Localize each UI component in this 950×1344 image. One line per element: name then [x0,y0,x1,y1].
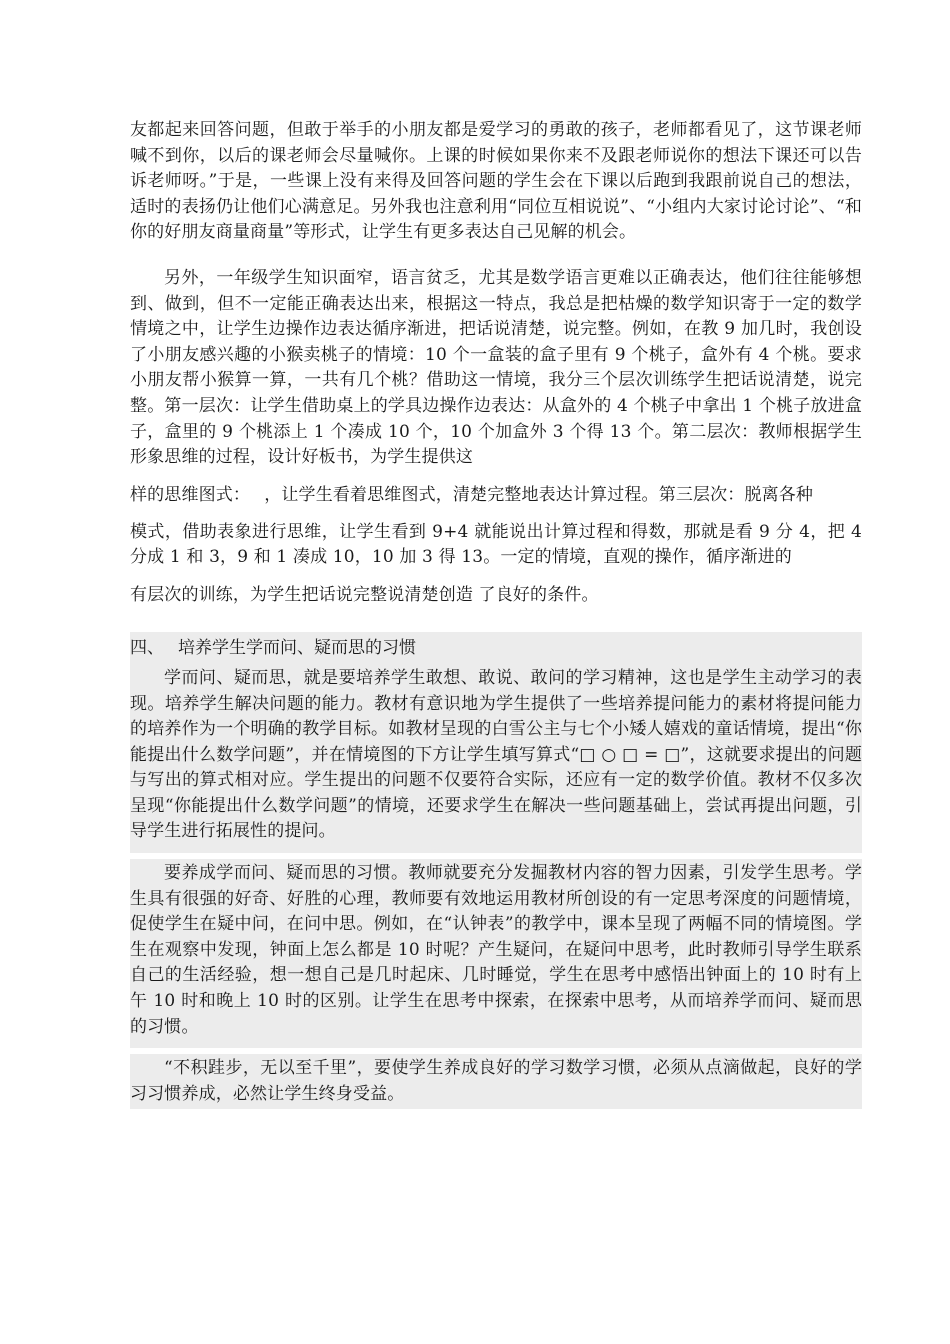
document-page [130,118,862,1109]
paragraph-1: 友都起来回答问题，但敢于举手的小朋友都是爱学习的勇敢的孩子，老师都看见了，这节课老师喊不到你，以后的课老师会尽量喊你。上课的时候如果你来不及跟老师说你的想法下课还可以告诉老师呀。”于是，一些课上没有来得及回答问题的学生会在下课以后跑到我跟前说自己的想法，适时的表扬仍让他们心满意足。另外我也注意利用“同位互相说说”、“小组内大家讨论讨论”、“和你的好朋友商量商量”等形式，让学生有更多表达自己见解的机会。 [130,120,862,243]
paragraph-4: 要养成学而问、疑而思的习惯。教师就要充分发掘教材内容的智力因素，引发学生思考。学生具有很强的好奇、好胜的心理，教师要有效地运用教材所创设的有一定思考深度的问题情境，促使学生在疑中问，在问中思。例如，在“认钟表”的教学中，课本呈现了两幅不同的情境图。学生在观察中发现，钟面上怎么都是 10 时呢？产生疑问，在疑问中思考，此时教师引导学生联系自己的生活经验，想一想自己是几时起床、几时睡觉，学生在思考中感悟出钟面上的 10 时有上午 10 时和晚上 10 时的区别。让学生在思考中探索，在探索中思考，从而培养学而问、疑而思的习惯。 [130,863,862,1037]
section-4-title: 培养学生学而问、疑而思的习惯 [178,637,416,658]
paragraph-4-block [130,859,862,1048]
paragraph-2 [130,266,862,471]
paragraph-2-part-a: 另外，一年级学生知识面窄，语言贫乏，尤其是数学语言更难以正确表达，他们往往能够想到、做到，但不一定能正确表达出来，根据这一特点，我总是把枯燥的数学知识寄于一定的数学情境之中，让学生边操作边表达循序渐进，把话说清楚，说完整。例如，在教 9 加几时，我创设了小朋友感兴趣的小猴卖桃子的情境：10 个一盒装的盒子里有 9 个桃子，盒外有 4 个桃。要求小朋友帮小猴算一算，一共有几个桃？借助这一情境，我分三个层次训练学生把话说清楚，说完整。第一层次：让学生借助桌上的学具边操作边表达：从盒外的 4 个桃子中拿出 1 个桃子放进盒子，盒里的 9 个桃添上 1 个凑成 10 个，10 个加盒外 3 个得 13 个。第二层次：教师根据学生形象思维的过程，设计好板书，为学生提供这 [130,267,862,468]
section-4-block [130,632,862,853]
paragraph-2-line-b: 样的思维图式： ，让学生看着思维图式，清楚完整地表达计算过程。第三层次：脱离各种 [130,484,814,505]
section-4-heading [130,632,862,664]
paragraph-5-block [130,1054,862,1109]
paragraph-2-part-c: 模式，借助表象进行思维，让学生看到 9+4 就能说出计算过程和得数，那就是看 9 分 4，把 4 分成 1 和 3，9 和 1 凑成 10，10 加 3 得 13。一定的情境，直观的操作，循序渐进的 [130,521,862,568]
section-4-number: 四、 [130,637,164,658]
paragraph-3: 学而问、疑而思，就是要培养学生敢想、敢说、敢问的学习精神，这也是学生主动学习的表现。培养学生解决问题的能力。教材有意识地为学生提供了一些培养提问能力的素材将提问能力的培养作为一个明确的教学目标。如教材呈现的白雪公主与七个小矮人嬉戏的童话情境，提出“你能提出什么数学问题”，并在情境图的下方让学生填写算式“□ ○ □ = □”，这就要求提出的问题与写出的算式相对应。学生提出的问题不仅要符合实际，还应有一定的数学价值。教材不仅多次呈现“你能提出什么数学问题”的情境，还要求学生在解决一些问题基础上，尝试再提出问题，引导学生进行拓展性的提问。 [130,667,862,842]
paragraph-2-part-d: 有层次的训练，为学生把话说完整说清楚创造 了良好的条件。 [130,584,599,605]
paragraph-5: “不积跬步，无以至千里”，要使学生养成良好的学习数学习惯，必须从点滴做起，良好的学习习惯养成，必然让学生终身受益。 [130,1058,862,1104]
